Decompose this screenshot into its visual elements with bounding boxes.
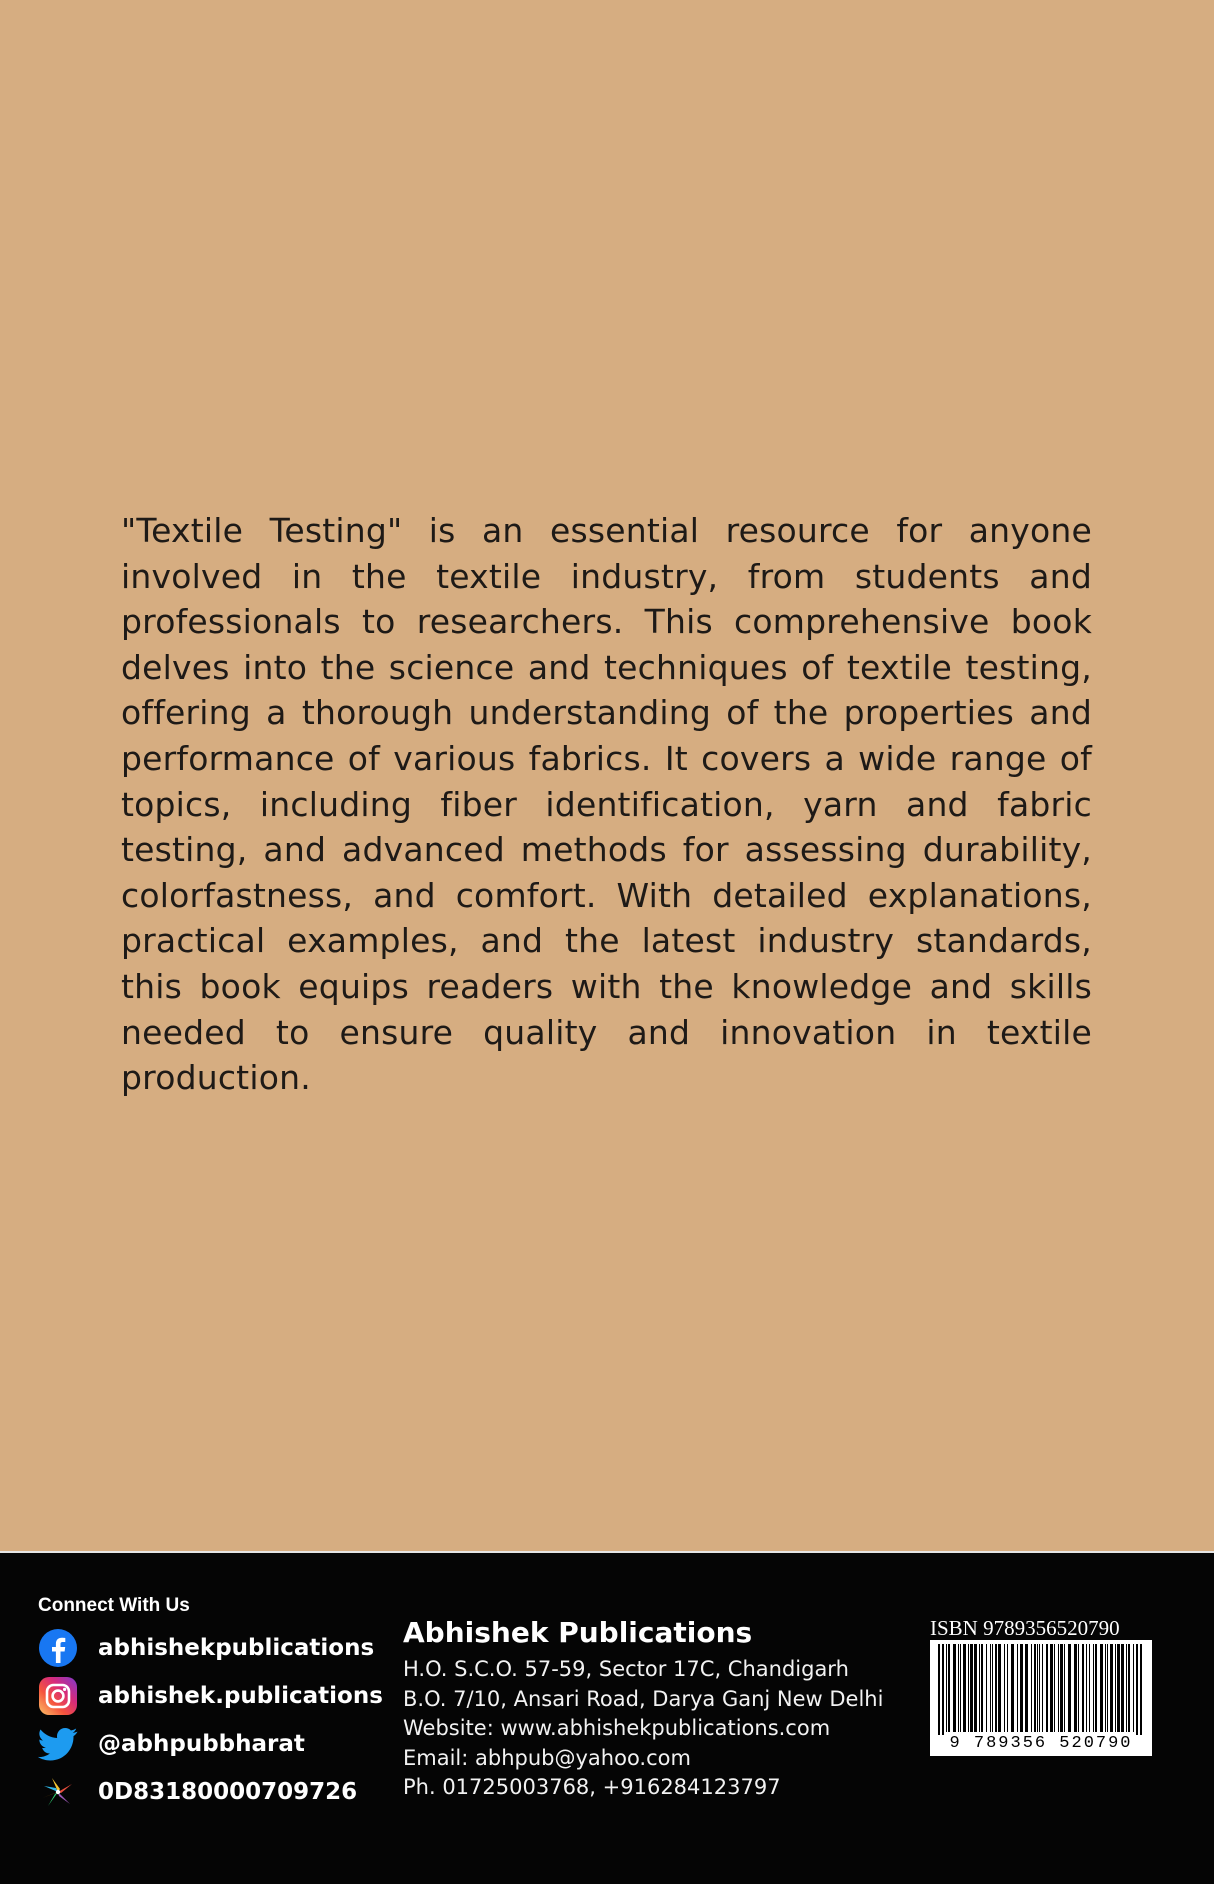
twitter-handle: @abhpubbharat: [98, 1731, 305, 1757]
barcode-bar: [1082, 1644, 1084, 1732]
barcode-bar: [1115, 1644, 1116, 1732]
barcode-bar: [1064, 1644, 1065, 1732]
barcode-bar: [974, 1644, 977, 1732]
barcode-bar: [1017, 1644, 1018, 1732]
barcode-bar: [948, 1644, 950, 1732]
barcode-bar: [1037, 1644, 1038, 1732]
barcode-bar: [946, 1644, 947, 1732]
barcode-bar: [990, 1644, 991, 1732]
instagram-icon: [38, 1676, 78, 1716]
barcode-bar: [1004, 1644, 1005, 1732]
barcode: [930, 1640, 1152, 1756]
social-instagram: [38, 1676, 383, 1716]
barcode-bar: [1031, 1644, 1032, 1732]
barcode-bar: [986, 1644, 987, 1732]
barcode-bar: [1089, 1644, 1090, 1732]
publisher-website: Website: www.abhishekpublications.com: [403, 1716, 831, 1740]
barcode-bar: [1011, 1644, 1014, 1732]
barcode-bar: [1058, 1644, 1059, 1732]
barcode-bar: [1054, 1644, 1055, 1732]
barcode-bar: [1046, 1644, 1048, 1732]
barcode-bar: [1078, 1644, 1079, 1732]
barcode-bar: [981, 1644, 983, 1732]
barcode-bar: [1068, 1644, 1071, 1732]
barcode-bar: [1093, 1644, 1094, 1732]
barcode-bar: [1117, 1644, 1120, 1732]
barcode-bar: [1025, 1644, 1028, 1732]
barcode-bar: [1074, 1644, 1077, 1732]
facebook-handle: abhishekpublications: [98, 1635, 375, 1661]
book-description: "Textile Testing" is an essential resource for anyone involved in the textile industry, from students and professionals to researchers. This comprehensive book delves into the science and techniques of textile testing, offering a thorough understanding of the properties and performance of various fabrics. It covers a wide range of topics, including fiber identification, yarn and fabric testing, and advanced methods for assessing durability, colorfastness, and comfort. With detailed explanations, practical examples, and the latest industry standards, this book equips readers with the knowledge and skills needed to ensure quality and innovation in textile production.: [121, 511, 1092, 1098]
social-twitter: [38, 1724, 305, 1764]
barcode-bar: [1128, 1644, 1130, 1732]
barcode-bar: [1095, 1644, 1097, 1732]
barcode-bar: [1007, 1644, 1008, 1732]
twitter-icon: [38, 1724, 78, 1764]
barcode-bar: [1107, 1644, 1108, 1732]
connect-title: Connect With Us: [38, 1595, 190, 1616]
barcode-bar: [979, 1644, 980, 1732]
barcode-bar: [1110, 1644, 1113, 1732]
publisher-info: [403, 1616, 883, 1803]
kotobee-id: 0D83180000709726: [98, 1779, 358, 1805]
isbn-label: ISBN 9789356520790: [930, 1616, 1120, 1640]
barcode-bar: [968, 1644, 969, 1732]
publisher-name: Abhishek Publications: [403, 1616, 753, 1649]
barcode-bar: [1034, 1644, 1036, 1732]
barcode-digits: 9 789356 520790: [936, 1735, 1146, 1753]
isbn-barcode-block: [930, 1617, 1152, 1756]
barcode-bar: [1121, 1644, 1124, 1732]
barcode-bar: [1042, 1644, 1043, 1732]
barcode-bar: [995, 1644, 997, 1732]
barcode-bar: [953, 1644, 956, 1732]
barcode-bar: [1020, 1644, 1023, 1732]
instagram-handle: abhishek.publications: [98, 1683, 383, 1709]
publisher-head-office: H.O. S.C.O. 57-59, Sector 17C, Chandigarh: [403, 1657, 849, 1681]
barcode-bar: [1126, 1644, 1127, 1732]
barcode-bar: [963, 1644, 966, 1732]
barcode-bar: [1050, 1644, 1053, 1732]
publisher-footer: [0, 1551, 1214, 1884]
barcode-bar: [970, 1644, 973, 1732]
barcode-bar: [1039, 1644, 1040, 1732]
publisher-phone: Ph. 01725003768, +916284123797: [403, 1775, 781, 1799]
barcode-bar: [1133, 1644, 1134, 1732]
social-kotobee: [38, 1772, 357, 1812]
barcode-bar: [960, 1644, 961, 1732]
barcode-bar: [998, 1644, 1001, 1732]
barcode-bar: [1105, 1644, 1106, 1732]
social-facebook: [38, 1628, 374, 1668]
barcode-bar: [958, 1644, 959, 1732]
publisher-email: Email: abhpub@yahoo.com: [403, 1745, 691, 1770]
facebook-icon: [38, 1628, 78, 1668]
kotobee-star-icon: [38, 1772, 78, 1812]
barcode-bar: [1060, 1644, 1063, 1732]
publisher-branch-office: B.O. 7/10, Ansari Road, Darya Ganj New Delhi: [403, 1686, 884, 1711]
barcode-bar: [1086, 1644, 1087, 1732]
barcode-bar: [992, 1644, 993, 1732]
barcode-bar: [1100, 1644, 1103, 1732]
